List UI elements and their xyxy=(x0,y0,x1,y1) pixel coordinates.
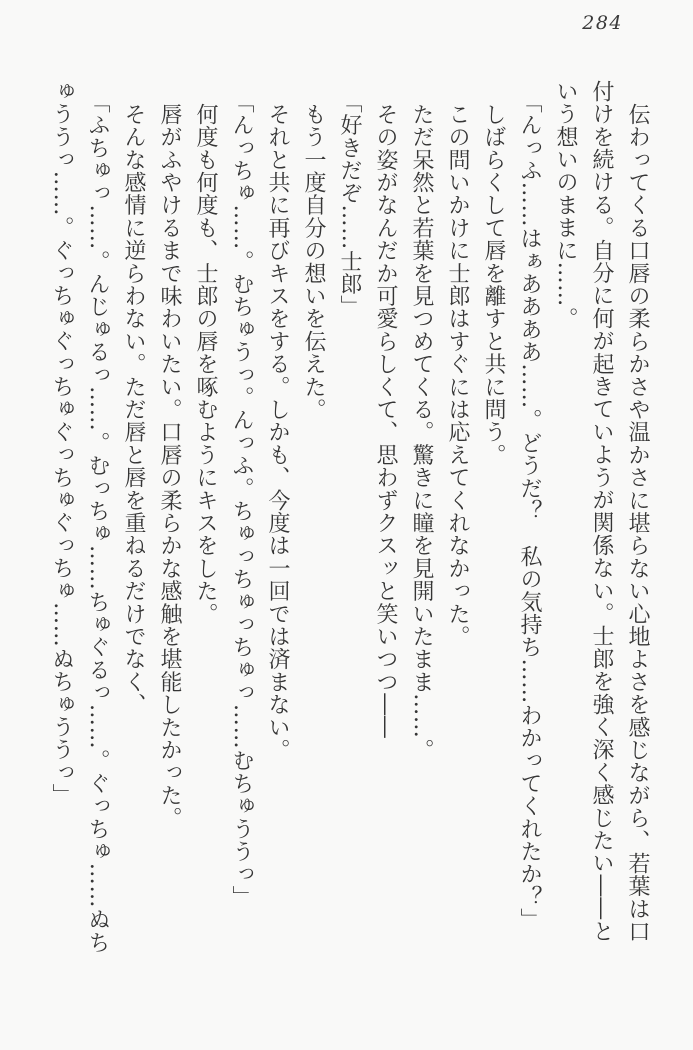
text-column: それと共に再びキスをする。しかも、今度は一回では済まない。 xyxy=(265,103,290,762)
text-block xyxy=(43,80,655,960)
text-column: 「んっふ……はぁああああ……。どうだ？ 私の気持ち……わかってくれたか？」 xyxy=(517,91,542,931)
text-column: 何度も何度も、士郎の唇を啄むようにキスをした。 xyxy=(193,103,218,626)
text-column: いう想いのままに……。 xyxy=(553,80,578,330)
text-column: 「んっちゅ……。むちゅうっ。んっふ。ちゅっちゅっちゅっ……むちゅううっ」 xyxy=(229,91,254,909)
page-number: 284 xyxy=(582,12,623,34)
text-column: しばらくして唇を離すと共に問う。 xyxy=(481,103,506,467)
text-column: 「ふちゅっ……。んじゅるっ……。むっちゅ……ちゅぐるっ……。ぐっちゅ……ぬち xyxy=(85,91,110,954)
text-column: もう一度自分の想いを伝えた。 xyxy=(301,103,326,421)
text-column: そんな感情に逆らわない。ただ唇と唇を重ねるだけでなく、 xyxy=(121,103,146,716)
text-column: 付けを続ける。自分に何が起きていようが関係ない。士郎を強く深く感じたい――と xyxy=(589,80,614,943)
text-column: その姿がなんだか可愛らしくて、思わずクスッと笑いつつ―― xyxy=(373,103,398,739)
text-column: ゅううっ……。ぐっちゅぐっちゅぐっちゅぐっちゅ……ぬちゅううっ」 xyxy=(49,80,74,807)
text-column: 「好きだぞ……士郎」 xyxy=(337,91,362,318)
text-column: 伝わってくる口唇の柔らかさや温かさに堪らない心地よさを感じながら、若葉は口 xyxy=(625,103,650,943)
text-column: ただ呆然と若葉を見つめてくる。驚きに瞳を見開いたまま……。 xyxy=(409,103,434,762)
text-column: この問いかけに士郎はすぐには応えてくれなかった。 xyxy=(445,103,470,648)
text-column: 唇がふやけるまで味わいたい。口唇の柔らかな感触を堪能したかった。 xyxy=(157,103,182,830)
